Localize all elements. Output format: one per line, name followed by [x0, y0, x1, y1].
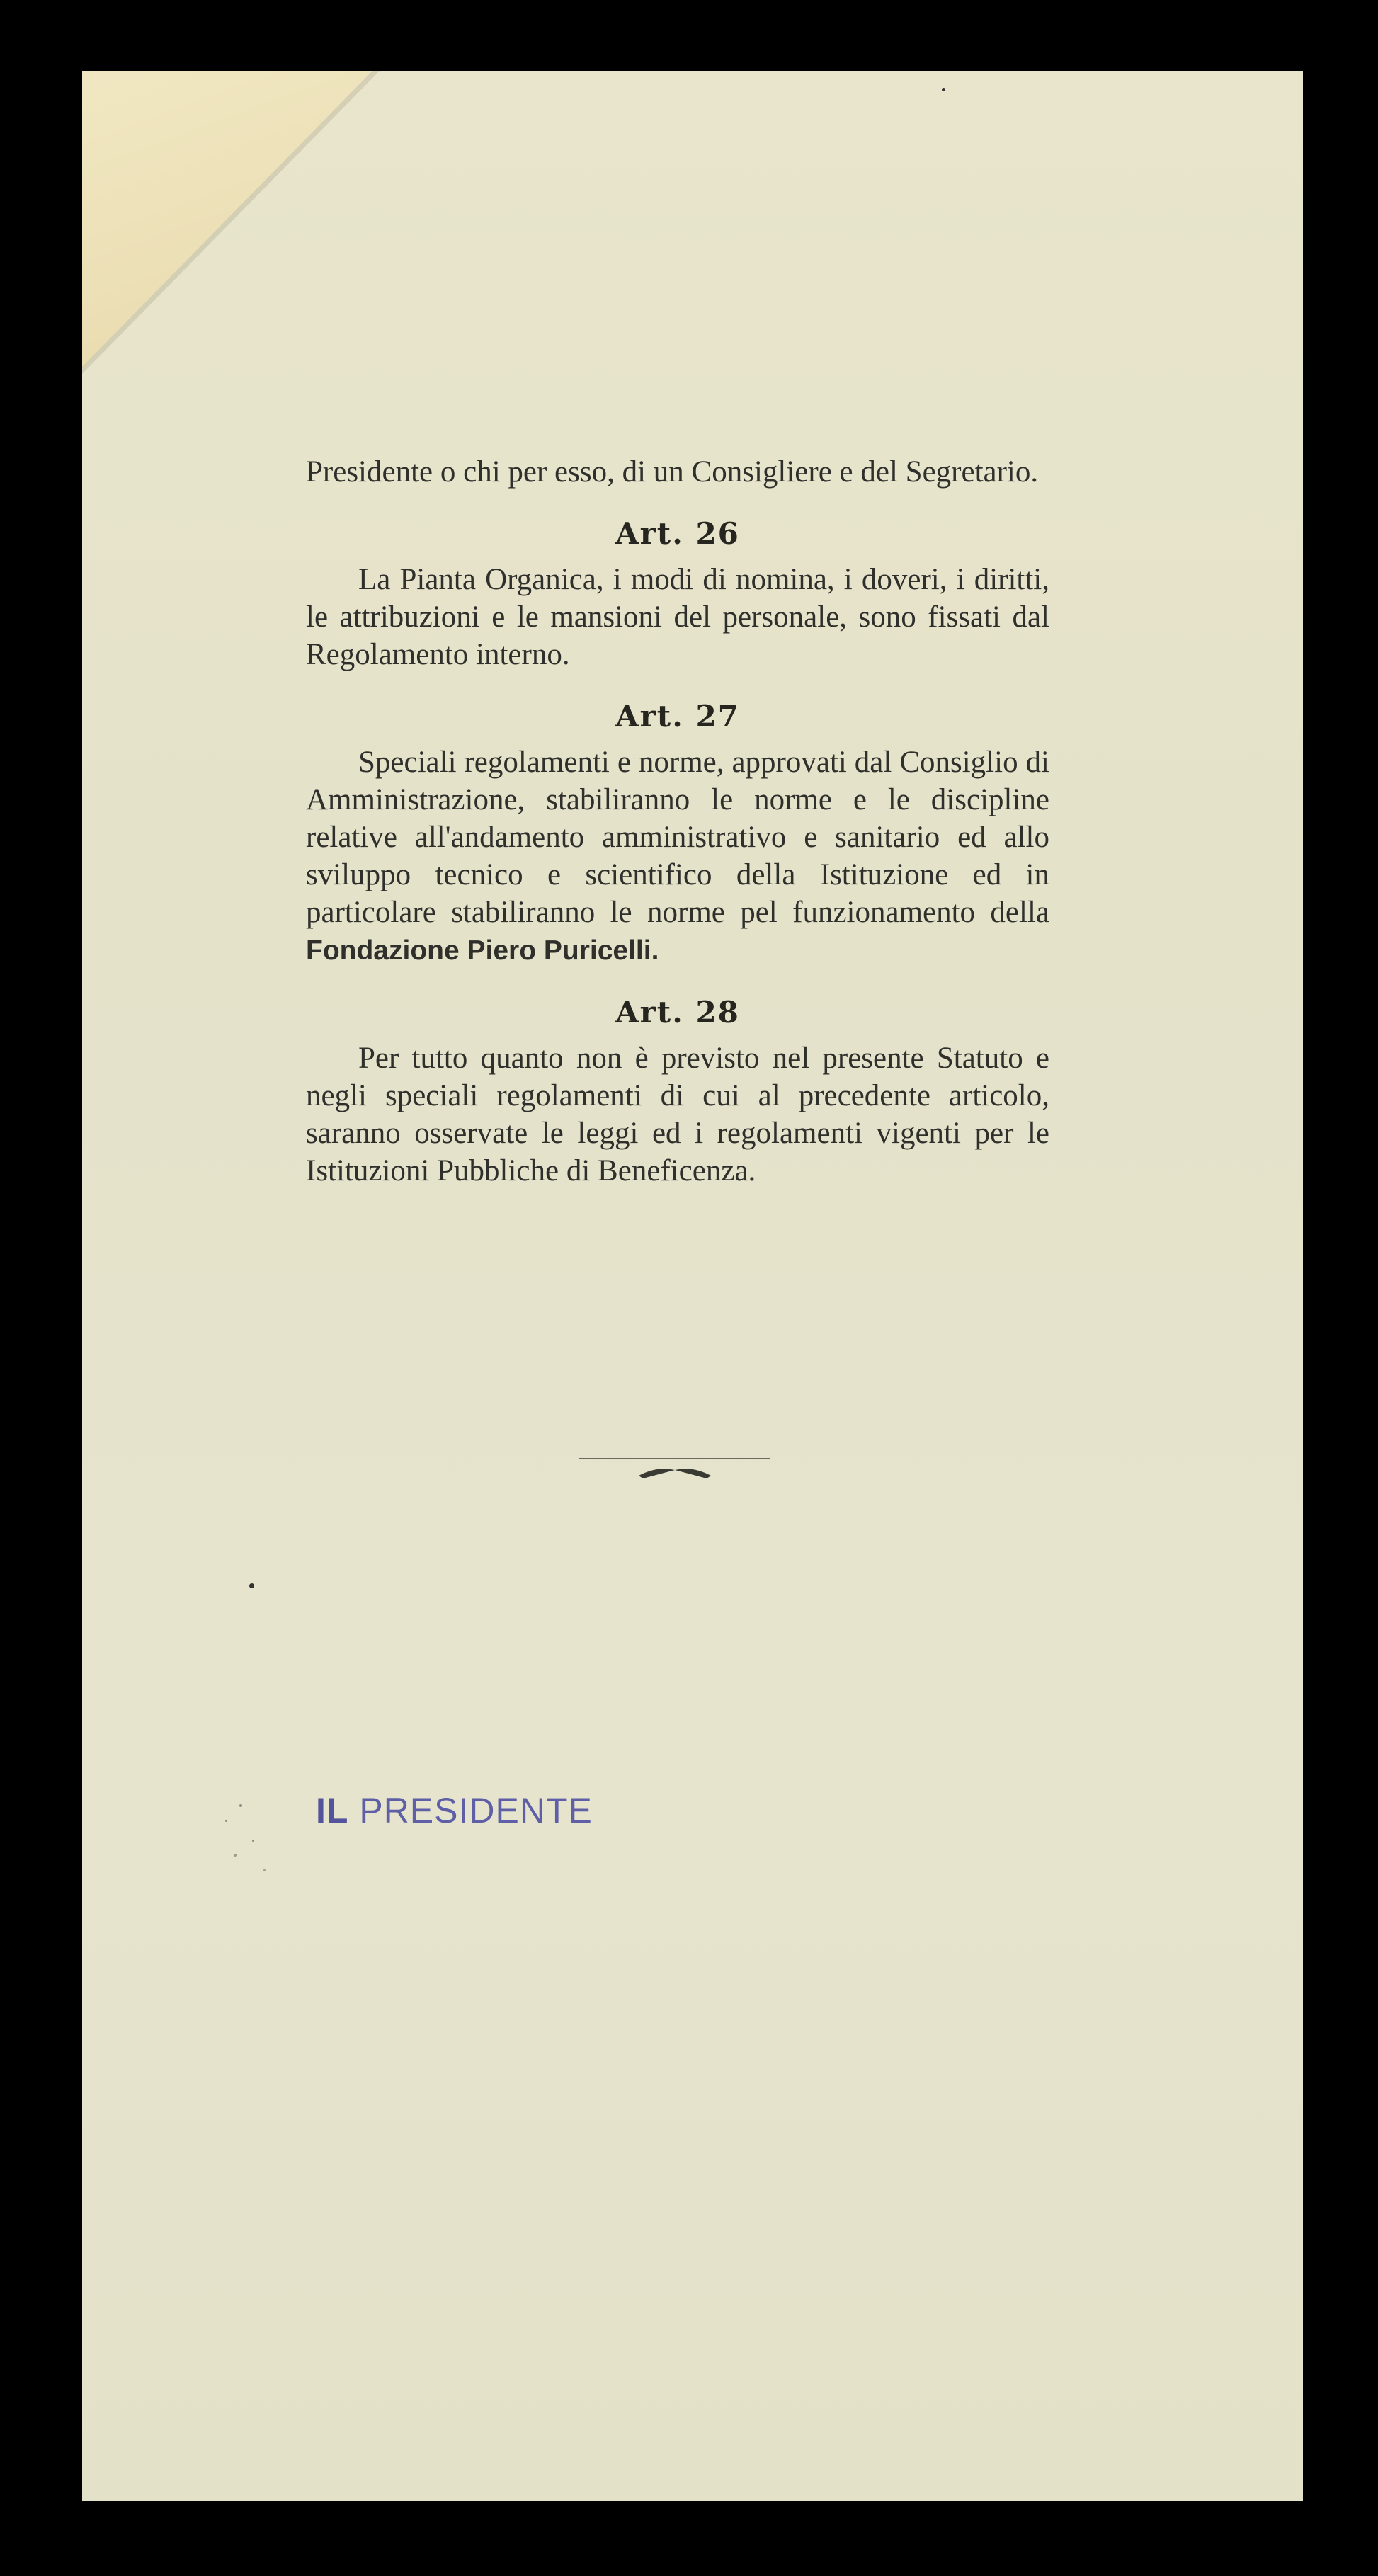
article-27-text: Speciali regolamenti e norme, approvati dal Consiglio di Amministrazione, stabiliranno le norme e le discipline relative all'andamento amministrativo e sanitario ed allo sviluppo tecnico e scientifico della Istituzione ed in particolare stabiliranno le norme pel funzionamento della [306, 746, 1049, 929]
article-27-heading: Art. 27 [615, 699, 740, 734]
foundation-name: Fondazione Piero Puricelli. [306, 935, 659, 966]
paper-sheet [82, 71, 1303, 2501]
stamp-text: PRESIDENTE [359, 1791, 593, 1830]
statute-text [306, 453, 1049, 1190]
ink-speck [239, 1804, 242, 1807]
ink-speck [263, 1869, 266, 1871]
article-28-text: Per tutto quanto non è previsto nel presente Statuto e negli speciali regolamenti di cui al precedente articolo, saranno osservate le leggi ed i regolamenti vigenti per le Istituzioni Pubbliche di Beneficenza. [306, 1042, 1049, 1187]
continuation-paragraph: Presidente o chi per esso, di un Consigliere e del Segretario. [306, 455, 1039, 489]
ink-speck [234, 1854, 237, 1857]
ink-speck [252, 1840, 254, 1842]
ink-speck [942, 88, 945, 91]
stamp-prefix: IL [316, 1791, 349, 1830]
ink-speck [225, 1820, 227, 1822]
end-ornament [579, 1450, 770, 1486]
president-stamp [316, 1790, 593, 1831]
article-26-heading: Art. 26 [615, 516, 740, 551]
ink-speck [249, 1583, 254, 1588]
ornament-left-leaf [639, 1469, 675, 1478]
ornament-right-leaf [675, 1469, 711, 1478]
article-26-text: La Pianta Organica, i modi di nomina, i doveri, i diritti, le attribuzioni e le mansioni del personale, sono fissati dal Regolamento interno. [306, 563, 1049, 671]
article-28-heading: Art. 28 [615, 995, 740, 1030]
article-27-paragraph [306, 743, 1049, 969]
